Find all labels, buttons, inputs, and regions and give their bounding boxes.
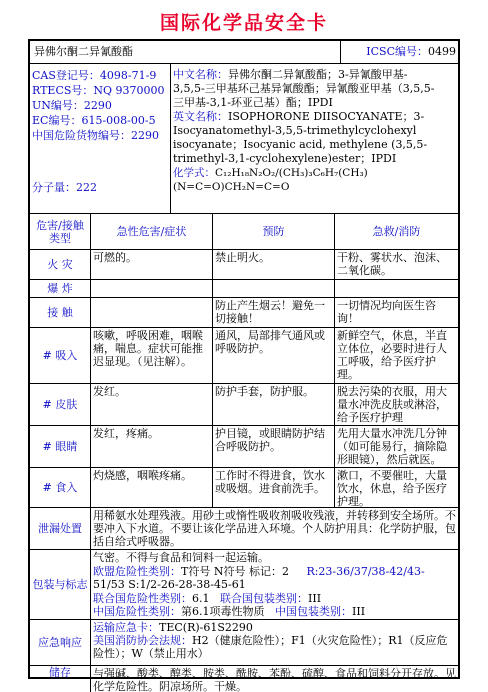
cn-danger-number: 中国危险货物编号：2290 <box>32 129 159 142</box>
cn-pack-value: III <box>352 605 366 618</box>
safety-card <box>28 39 460 692</box>
row-inhalation <box>30 327 458 383</box>
fire-aid: 干粉、雾状水、泡沫、二氧化碳。 <box>334 250 458 279</box>
id-codes <box>30 64 170 213</box>
ingestion-hazard: 灼烧感，咽喉疼痛。 <box>90 468 212 507</box>
contact-hazard <box>90 298 212 327</box>
cn-name-line2: 3,5,5-三甲基环己基异氰酸酯；异氰酸亚甲基（3,5,5- <box>173 82 435 95</box>
identifiers-row <box>30 63 458 213</box>
ingestion-prevent: 工作时不得进食，饮水或吸烟。进食前洗手。 <box>212 468 334 507</box>
ingestion-label: # 食入 <box>42 481 78 494</box>
icsc-number <box>340 41 458 63</box>
eu-class-value: T符号 N符号 标记：2 <box>181 564 289 578</box>
head-hazard: 急性危害/症状 <box>90 214 212 249</box>
contact-prevent: 防止产生烟云！避免一切接触！ <box>212 298 334 327</box>
skin-label: # 皮肤 <box>42 398 78 411</box>
en-name-line4: trimethyl-3,1-cyclohexylene)ester；IPDI <box>173 152 397 165</box>
fire-label: 火 灾 <box>47 258 73 271</box>
spill-text: 用稀氨水处理残液。用砂土或惰性吸收剂吸收残液，并转移到安全场所。不要冲入下水道。不要让该化学品进入环境。个人防护用具：化学防护服，包括自给式呼吸器。 <box>90 508 458 549</box>
nfpa-line <box>93 634 456 660</box>
icsc-value: 0499 <box>428 45 456 58</box>
contact-label: 接 触 <box>47 306 73 319</box>
fire-prevent: 禁止明火。 <box>212 250 334 279</box>
en-name-line1: ISOPHORONE DIISOCYANATE；3- <box>228 110 425 123</box>
cas-number: CAS登记号：4098-71-9 <box>32 69 157 82</box>
formula-text: C₁₂H₁₈N₂O₂/(CH₃)₃C₆H₇(CH₃)(N=C=O)CH₂N=C=O <box>173 167 368 193</box>
header-row <box>30 41 458 63</box>
cn-name-line1: 异佛尔酮二异氰酸酯；3-异氰酸甲基- <box>228 68 408 81</box>
eyes-hazard: 发红，疼痛。 <box>90 426 212 467</box>
page-title: 国际化学品安全卡 <box>159 12 328 34</box>
spill-label: 泄漏处置 <box>38 522 82 535</box>
cn-pack-label: 中国包装类别： <box>275 605 352 618</box>
row-ingestion <box>30 467 458 507</box>
contact-aid: 一切情况均向医生咨询！ <box>334 298 458 327</box>
head-aid: 急救/消防 <box>334 214 458 249</box>
inhalation-hazard: 咳嗽，呼吸困难，咽喉痛，喘息。症状可能推迟显现。（见注解）。 <box>90 328 212 383</box>
un-class-label: 联合国危险性类别： <box>93 591 192 605</box>
formula-label: 化学式： <box>173 167 215 179</box>
ec-number: EC编号：615-008-00-5 <box>32 114 156 127</box>
emergency-text <box>90 620 458 665</box>
en-name-line3: isocyanate；Isocyanic acid, methylene (3,5,5- <box>173 138 428 151</box>
row-fire <box>30 249 458 279</box>
row-explosion <box>30 279 458 297</box>
emergency-label: 应急响应 <box>38 636 82 649</box>
eu-s-phrases: 51/53 S:1/2-26-28-38-45-61 <box>93 578 246 591</box>
eyes-label: # 眼睛 <box>42 440 78 453</box>
eu-class-label: 欧盟危险性类别： <box>93 564 181 578</box>
inhalation-label: # 吸入 <box>42 349 78 362</box>
explosion-hazard <box>90 280 212 297</box>
storage-text: 与强碱、酸类、醇类、胺类、酰胺、苯酚、硫醇、食品和饲料分开存放。见化学危险性。阴凉场所。干燥。 <box>90 666 458 692</box>
table-head-row <box>30 213 458 249</box>
storage-label: 储存 <box>49 666 71 678</box>
cn-name-label: 中文名称： <box>173 68 228 81</box>
nfpa-value: H2（健康危险性）；F1（火灾危险性）；R1（反应危险性）；W（禁止用水） <box>93 634 448 660</box>
cn-class-label: 中国危险性类别： <box>93 605 181 618</box>
en-name-line2: Isocyanatomethyl-3,5,5-trimethylcyclohexyl <box>173 124 417 137</box>
explosion-aid <box>334 280 458 297</box>
row-skin <box>30 383 458 425</box>
explosion-label: 爆 炸 <box>47 282 73 295</box>
inhalation-aid: 新鲜空气，休息，半直立体位，必要时进行人工呼吸，给予医疗护理。 <box>334 328 458 383</box>
nfpa-label: 美国消防协会法规： <box>93 634 192 647</box>
cn-name-line3: 三甲基-3,1-环亚己基）酯；IPDI <box>173 96 333 109</box>
row-spill <box>30 507 458 549</box>
molecular-weight: 分子量：222 <box>32 181 97 194</box>
skin-prevent: 防护手套，防护服。 <box>212 384 334 425</box>
explosion-prevent <box>212 280 334 297</box>
icsc-label: ICSC编号： <box>366 45 428 58</box>
eyes-aid: 先用大量水冲洗几分钟（如可能易行，摘除隐形眼镜），然后就医。 <box>334 426 458 467</box>
fire-hazard: 可燃的。 <box>90 250 212 279</box>
tec-value: TEC(R)-61S2290 <box>159 621 253 634</box>
packaging-line1: 气密。不得与食品和饲料一起运输。 <box>93 551 269 564</box>
packaging-label: 包装与标志 <box>32 578 88 591</box>
rtecs-number: RTECS号：NQ 9370000 <box>32 84 165 97</box>
un-pack-label: 联合国包装类别： <box>220 591 308 605</box>
head-prevent: 预防 <box>212 214 334 249</box>
chemical-name: 异佛尔酮二异氰酸酯 <box>34 45 133 58</box>
inhalation-prevent: 通风，局部排气通风或呼吸防护。 <box>212 328 334 383</box>
en-name-label: 英文名称： <box>173 110 228 123</box>
row-contact <box>30 297 458 327</box>
cn-class-value: 第6.1项毒性物质 <box>181 605 265 618</box>
skin-aid: 脱去污染的衣服，用大量水冲洗皮肤或淋浴，给予医疗护理 <box>334 384 458 425</box>
un-class-value: 6.1 <box>192 591 210 605</box>
row-storage <box>30 665 458 692</box>
eyes-prevent: 护目镜，或眼睛防护结合呼吸防护。 <box>212 426 334 467</box>
eu-r-phrases: R:23-36/37/38-42/43- <box>306 564 425 578</box>
head-type: 危害/接触类型 <box>36 218 84 245</box>
row-packaging <box>30 549 458 619</box>
ingestion-aid: 漱口，不要催吐，大量饮水，休息，给予医疗护理。 <box>334 468 458 507</box>
row-eyes <box>30 425 458 467</box>
packaging-text <box>90 550 458 619</box>
skin-hazard: 发红。 <box>90 384 212 425</box>
tec-label: 运输应急卡： <box>93 621 159 634</box>
un-number: UN编号：2290 <box>32 99 112 112</box>
row-emergency <box>30 619 458 665</box>
names-block <box>170 64 458 213</box>
un-pack-value: III <box>308 591 322 605</box>
